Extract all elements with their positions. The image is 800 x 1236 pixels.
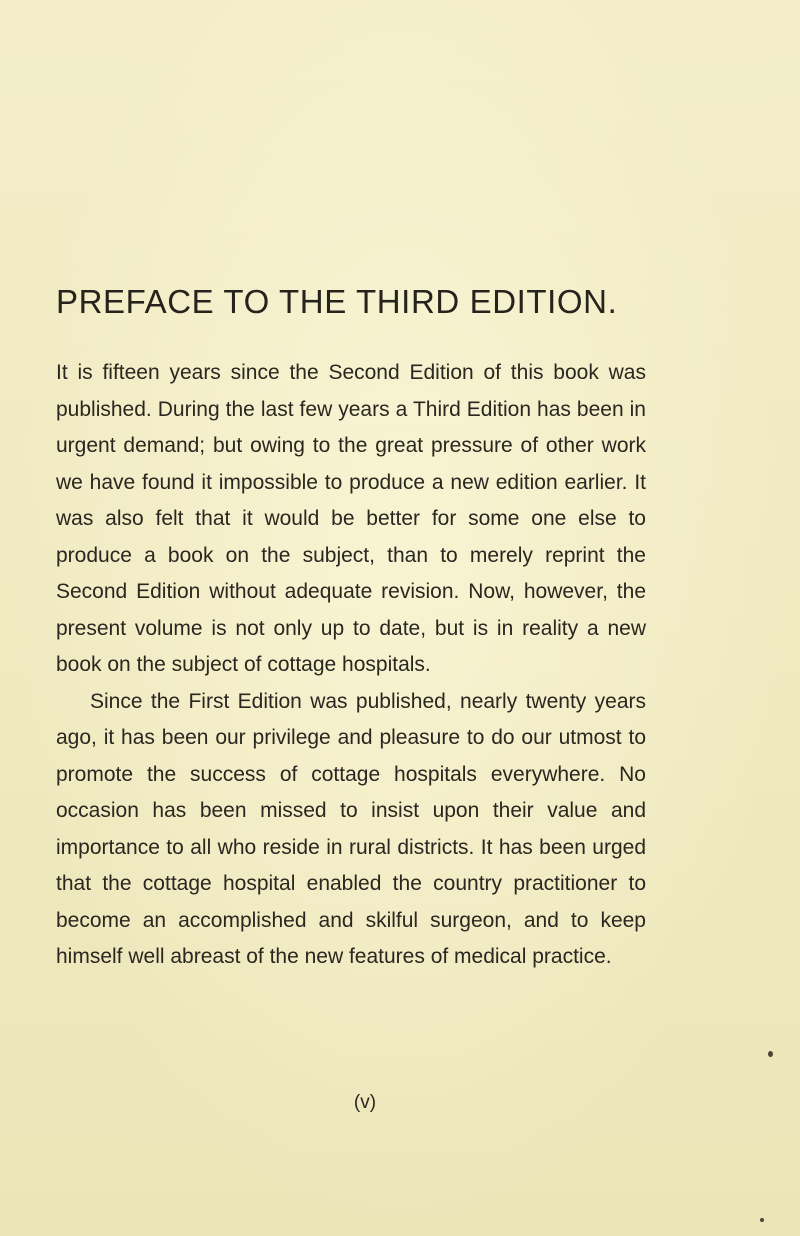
page-number: (v)	[353, 1092, 377, 1113]
paper-speck	[760, 1218, 764, 1222]
preface-body	[56, 355, 646, 976]
paper-speck	[768, 1051, 773, 1057]
page-title: PREFACE TO THE THIRD EDITION.	[56, 283, 618, 320]
paragraph-2: Since the First Edition was published, nearly twenty years ago, it has been our privilege and pleasure to do our utmost to promote the success of cottage hospitals everywhere. No occasion has been missed to insist upon their value and importance to all who reside in rural districts. It has been urged that the cottage hospital enabled the country practitioner to become an accomplished and skilful surgeon, and to keep himself well abreast of the new features of medical practice.	[56, 689, 646, 968]
paragraph-1: It is fifteen years since the Second Edition of this book was published. During the last few years a Third Edition has been in urgent demand; but owing to the great pressure of other work we have found it impossible to produce a new edition earlier. It was also felt that it would be better for some one else to produce a book on the subject, than to merely reprint the Second Edition without adequate revision. Now, however, the present volume is not only up to date, but is in reality a new book on the subject of cottage hospitals.	[56, 361, 646, 676]
